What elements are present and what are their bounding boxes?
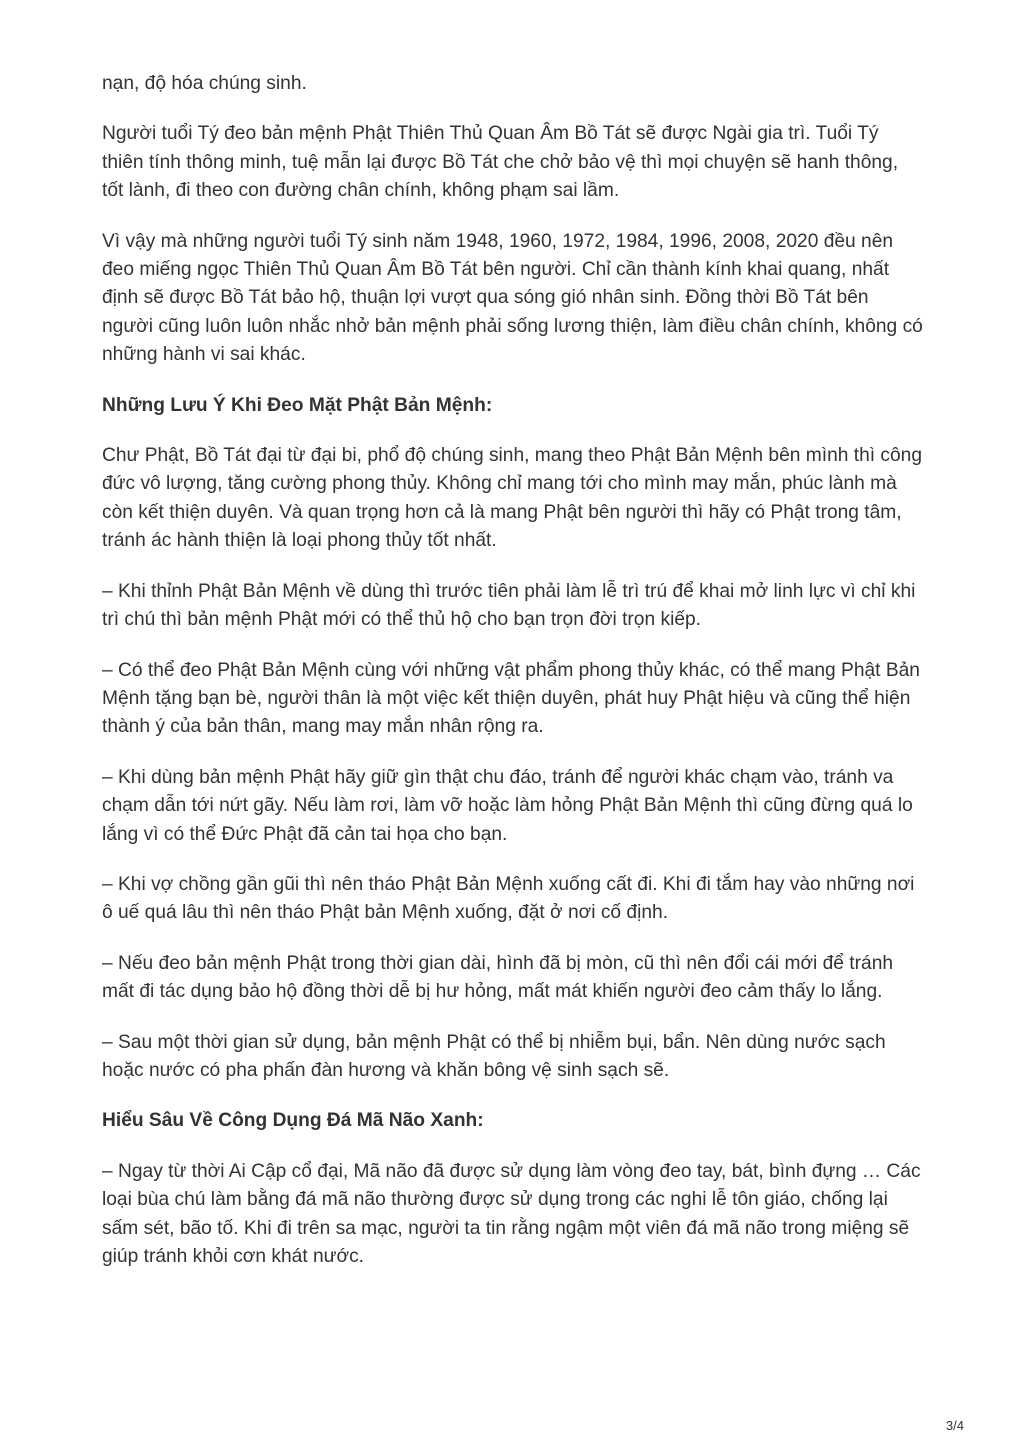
paragraph: – Ngay từ thời Ai Cập cổ đại, Mã não đã được sử dụng làm vòng đeo tay, bát, bình đựng … Các loại bùa chú làm bằng đá mã não thường được sử dụng trong các nghi lễ tôn giáo, chống lại sấm sét, bão tố. Khi đi trên sa mạc, người ta tin rằng ngậm một viên đá mã não trong miệng sẽ giúp tránh khỏi cơn khát nước. [102,1160,921,1267]
paragraph: Vì vậy mà những người tuổi Tý sinh năm 1948, 1960, 1972, 1984, 1996, 2008, 2020 đều nên đeo miếng ngọc Thiên Thủ Quan Âm Bồ Tát bên người. Chỉ cần thành kính khai quang, nhất định sẽ được Bồ Tát bảo hộ, thuận lợi vượt qua sóng gió nhân sinh. Đồng thời Bồ Tát bên người cũng luôn luôn nhắc nhở bản mệnh phải sống lương thiện, làm điều chân chính, không có những hành vi sai khác. [102,230,923,366]
paragraph: Chư Phật, Bồ Tát đại từ đại bi, phổ độ chúng sinh, mang theo Phật Bản Mệnh bên mình thì công đức vô lượng, tăng cường phong thủy. Không chỉ mang tới cho mình may mắn, phúc lành mà còn kết thiện duyên. Và quan trọng hơn cả là mang Phật bên người thì hãy có Phật trong tâm, tránh ác hành thiện là loại phong thủy tốt nhất. [102,445,923,552]
section-heading: Hiểu Sâu Về Công Dụng Đá Mã Não Xanh: [102,1110,484,1132]
section-heading: Những Lưu Ý Khi Đeo Mặt Phật Bản Mệnh: [102,394,493,416]
paragraph: – Sau một thời gian sử dụng, bản mệnh Phật có thể bị nhiễm bụi, bẩn. Nên dùng nước sạch hoặc nước có pha phấn đàn hương và khăn bông vệ sinh sạch sẽ. [102,1031,886,1081]
paragraph: – Có thể đeo Phật Bản Mệnh cùng với những vật phẩm phong thủy khác, có thể mang Phật Bản Mệnh tặng bạn bè, người thân là một việc kết thiện duyên, phát huy Phật hiệu và cũng thể hiện thành ý của bản thân, mang may mắn nhân rộng ra. [102,659,920,738]
paragraph: Người tuổi Tý đeo bản mệnh Phật Thiên Thủ Quan Âm Bồ Tát sẽ được Ngài gia trì. Tuổi Tý thiên tính thông minh, tuệ mẫn lại được Bồ Tát che chở bảo vệ thì mọi chuyện sẽ hanh thông, tốt lành, đi theo con đường chân chính, không phạm sai lầm. [102,123,899,202]
paragraph: – Khi vợ chồng gần gũi thì nên tháo Phật Bản Mệnh xuống cất đi. Khi đi tắm hay vào những nơi ô uế quá lâu thì nên tháo Phật bản Mệnh xuống, đặt ở nơi cố định. [102,873,915,924]
paragraph: – Nếu đeo bản mệnh Phật trong thời gian dài, hình đã bị mòn, cũ thì nên đổi cái mới để tránh mất đi tác dụng bảo hộ đồng thời dễ bị hư hỏng, mất mát khiến người đeo cảm thấy lo lắng. [102,952,894,1003]
document-body [102,70,924,1293]
paragraph: nạn, độ hóa chúng sinh. [102,73,307,94]
paragraph: – Khi dùng bản mệnh Phật hãy giữ gìn thật chu đáo, tránh để người khác chạm vào, tránh va chạm dẫn tới nứt gãy. Nếu làm rơi, làm vỡ hoặc làm hỏng Phật Bản Mệnh thì cũng đừng quá lo lắng vì có thể Đức Phật đã cản tai họa cho bạn. [102,766,913,845]
page-number: 3/4 [945,1418,964,1433]
paragraph: – Khi thỉnh Phật Bản Mệnh về dùng thì trước tiên phải làm lễ trì trú để khai mở linh lực vì chỉ khi trì chú thì bản mệnh Phật mới có thể thủ hộ cho bạn trọn đời trọn kiếp. [102,580,916,631]
